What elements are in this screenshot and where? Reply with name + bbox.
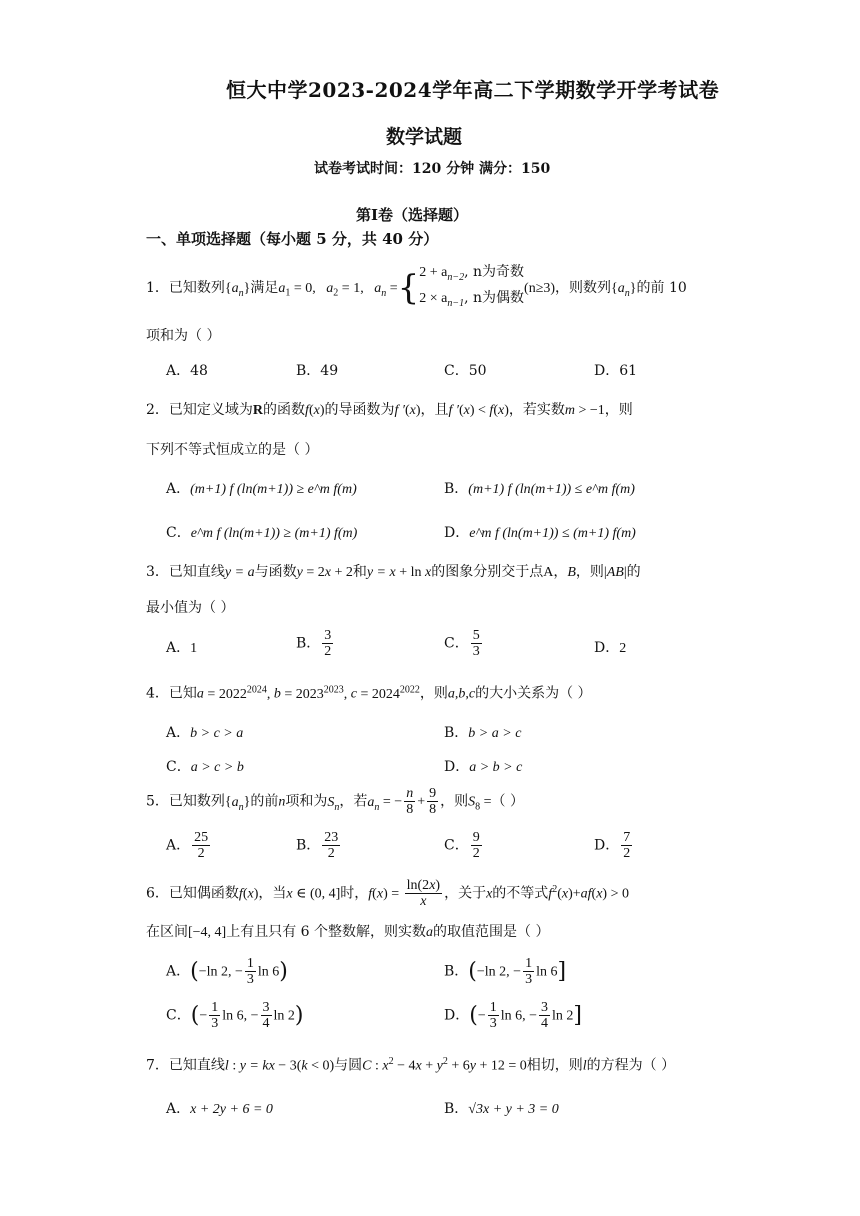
question-1-line2: 项和为（ ） (146, 328, 221, 344)
q5-option-d[interactable]: D． $\frac{7}{2}$ (594, 830, 631, 861)
q4-option-a[interactable]: A．b > c > a (166, 725, 244, 741)
exam-subtitle: 数学试题 (386, 126, 463, 148)
question-3-line2: 最小值为（ ） (146, 600, 235, 616)
part-title: 第Ⅰ卷（选择题） (356, 206, 469, 224)
q7-option-b[interactable]: B．√3x + y + 3 = 0 (444, 1101, 559, 1117)
question-3: 3．已知直线y = a与函数y = 2x + 2和y = x + ln x的图象分别交于点A，B，则|AB|的 (146, 564, 641, 580)
q4-option-c[interactable]: C．a > c > b (166, 759, 244, 775)
question-2-line2: 下列不等式恒成立的是（ ） (146, 442, 319, 458)
q6-option-d[interactable]: D．(− $\frac{1}{3}$ ln 6, − $\frac{3}{4}$ ln 2] (444, 1000, 583, 1031)
q4-option-b[interactable]: B．b > a > c (444, 725, 522, 741)
question-1: 1．已知数列$\{a_n\}$满足$a_1 = 0$, $a_2 = 1$, $a_n$ ={ $2 + a_{n-2}$, n为奇数 $2 \times a_{n-1}$, n为偶数 (n≥3)，则数列$\{a_n\}$的前 10 (146, 264, 687, 309)
q2-option-c[interactable]: C．e^m f (ln(m+1)) ≥ (m+1) f(m) (166, 525, 358, 541)
q2-option-d[interactable]: D．e^m f (ln(m+1)) ≤ (m+1) f(m) (444, 525, 636, 541)
question-number: 1． (146, 279, 169, 296)
q5-option-b[interactable]: B． $\frac{23}{2}$ (296, 830, 339, 861)
q1-option-d[interactable]: D．61 (594, 363, 638, 379)
question-6: 6．已知偶函数f(x)，当x ∈ (0, 4]时，f(x) = $\frac{\ln(2x)}{x}$ ，关于x的不等式$f^2(x)+af(x) > 0$ (146, 878, 629, 909)
section-title: 一、单项选择题（每小题 5 分，共 40 分） (146, 230, 439, 248)
q6-option-b[interactable]: B．(−ln 2, − $\frac{1}{3}$ ln 6] (444, 956, 567, 987)
question-5: 5．已知数列$\{a_n\}$的前n项和为$S_n$，若$a_n$ = − $\frac{n}{8}$ + $\frac{9}{8}$ ，则$S_8$ =（ ） (146, 786, 524, 817)
q1-option-c[interactable]: C．50 (444, 363, 487, 379)
q2-option-a[interactable]: A．(m+1) f (ln(m+1)) ≥ e^m f(m) (166, 481, 357, 497)
q2-option-b[interactable]: B．(m+1) f (ln(m+1)) ≤ e^m f(m) (444, 481, 635, 497)
question-7: 7．已知直线l : y = kx − 3(k < 0)与圆C : $x^2 - 4x + y^2 + 6y + 12 = 0$相切，则l的方程为（ ） (146, 1056, 676, 1074)
q7-option-a[interactable]: A．x + 2y + 6 = 0 (166, 1101, 273, 1117)
q3-option-b[interactable]: B． $\frac{3}{2}$ (296, 628, 332, 659)
exam-title: 恒大中学2023-2024学年高二下学期数学开学考试卷 (226, 78, 720, 102)
q5-option-c[interactable]: C． $\frac{9}{2}$ (444, 830, 480, 861)
q4-option-d[interactable]: D．a > b > c (444, 759, 523, 775)
q3-option-d[interactable]: D．2 (594, 640, 627, 656)
exam-info: 试卷考试时间：120 分钟 满分：150 (314, 161, 551, 177)
q1-option-b[interactable]: B．49 (296, 363, 339, 379)
q3-option-a[interactable]: A．1 (166, 640, 198, 656)
q1-option-a[interactable]: A．48 (166, 363, 208, 379)
q6-option-a[interactable]: A．(−ln 2, − $\frac{1}{3}$ ln 6) (166, 956, 288, 987)
q3-option-c[interactable]: C． $\frac{5}{3}$ (444, 628, 480, 659)
question-4: 4．已知$a = 2022^{2024}$, $b = 2023^{2023}$, $c = 2024^{2022}$，则a,b,c的大小关系为（ ） (146, 684, 592, 702)
question-6-line2: 在区间[−4, 4]上有且只有 6 个整数解，则实数a的取值范围是（ ） (146, 924, 550, 940)
q6-option-c[interactable]: C．(− $\frac{1}{3}$ ln 6, − $\frac{3}{4}$ ln 2) (166, 1000, 304, 1031)
question-2: 2．已知定义域为R的函数f(x)的导函数为f ′(x)，且f ′(x) < f(x)，若实数m > −1，则 (146, 402, 633, 418)
q5-option-a[interactable]: A． $\frac{25}{2}$ (166, 830, 209, 861)
